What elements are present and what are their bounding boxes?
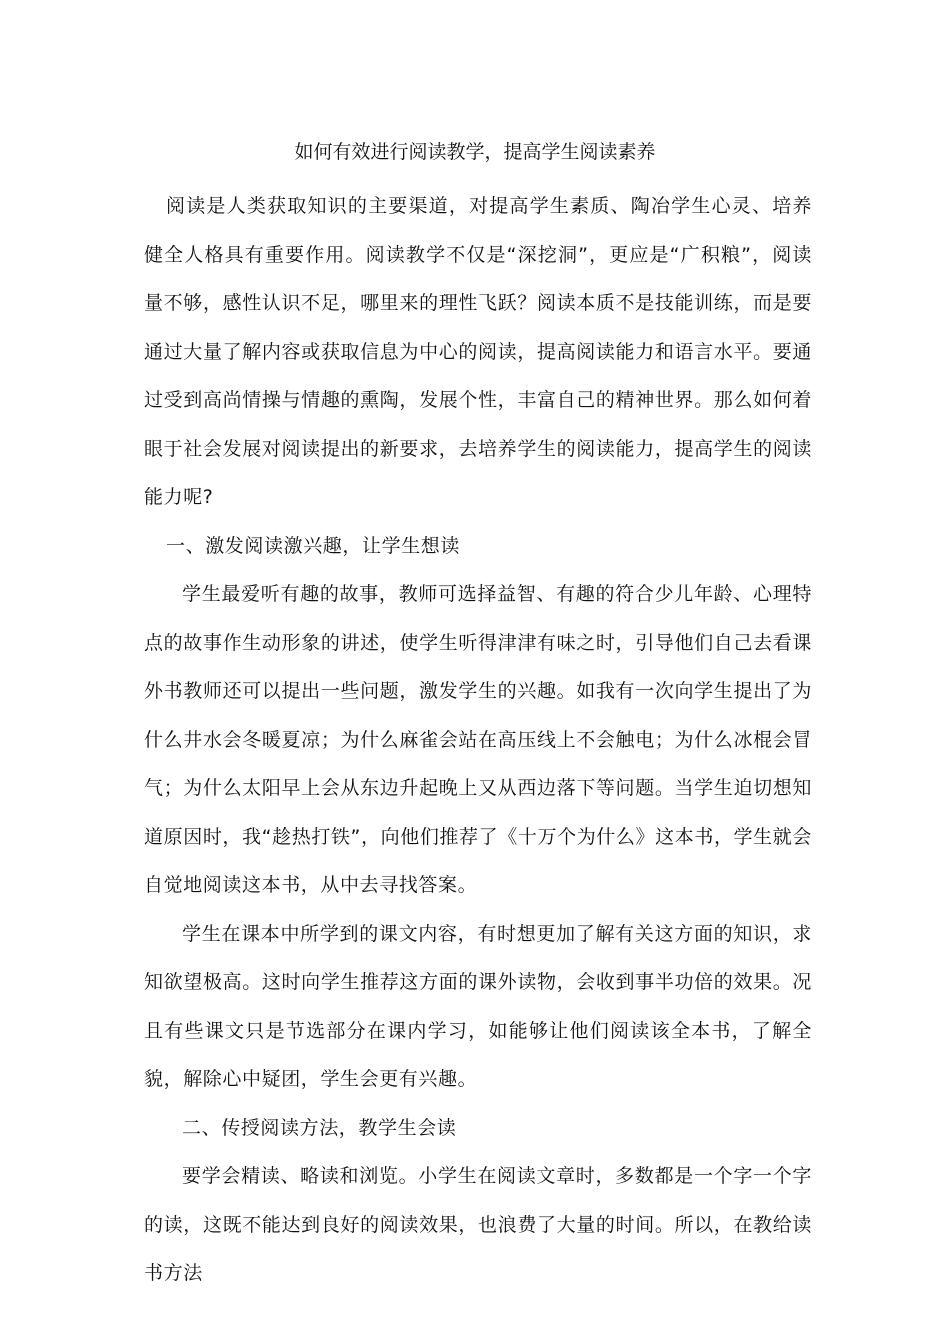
document-body bbox=[144, 182, 812, 1298]
body-paragraph: 要学会精读、略读和浏览。小学生在阅读文章时，多数都是一个字一个字的读，这既不能达到良好的阅读效果，也浪费了大量的时间。所以，在教给读书方法 bbox=[144, 1165, 812, 1284]
document-title: 如何有效进行阅读教学，提高学生阅读素养 bbox=[294, 141, 656, 163]
intro-paragraph: 阅读是人类获取知识的主要渠道，对提高学生素质、陶冶学生心灵、培养健全人格具有重要作用。阅读教学不仅是“深挖洞”，更应是“广积粮”，阅读量不够，感性认识不足，哪里来的理性飞跃？阅读本质不是技能训练，而是要通过大量了解内容或获取信息为中心的阅读，提高阅读能力和语言水平。要通过受到高尚情操与情趣的熏陶，发展个性，丰富自己的精神世界。那么如何着眼于社会发展对阅读提出的新要求，去培养学生的阅读能力，提高学生的阅读能力呢? bbox=[144, 195, 812, 508]
section-heading-2: 二、传授阅读方法，教学生会读 bbox=[182, 1116, 457, 1139]
body-paragraph: 学生最爱听有趣的故事，教师可选择益智、有趣的符合少儿年龄、心理特点的故事作生动形象的讲述，使学生听得津津有味之时，引导他们自己去看课外书教师还可以提出一些问题，激发学生的兴趣。如我有一次向学生提出了为什么井水会冬暖夏凉；为什么麻雀会站在高压线上不会触电；为什么冰棍会冒气；为什么太阳早上会从东边升起晚上又从西边落下等问题。当学生迫切想知道原因时，我“趁热打铁”，向他们推荐了《十万个为什么》这本书，学生就会自觉地阅读这本书，从中去寻找答案。 bbox=[144, 583, 812, 896]
section-heading-1: 一、激发阅读激兴趣，让学生想读 bbox=[166, 534, 461, 557]
body-paragraph: 学生在课本中所学到的课文内容，有时想更加了解有关这方面的知识，求知欲望极高。这时向学生推荐这方面的课外读物，会收到事半功倍的效果。况且有些课文只是节选部分在课内学习，如能够让他们阅读该全本书，了解全貌，解除心中疑团，学生会更有兴趣。 bbox=[144, 922, 812, 1090]
